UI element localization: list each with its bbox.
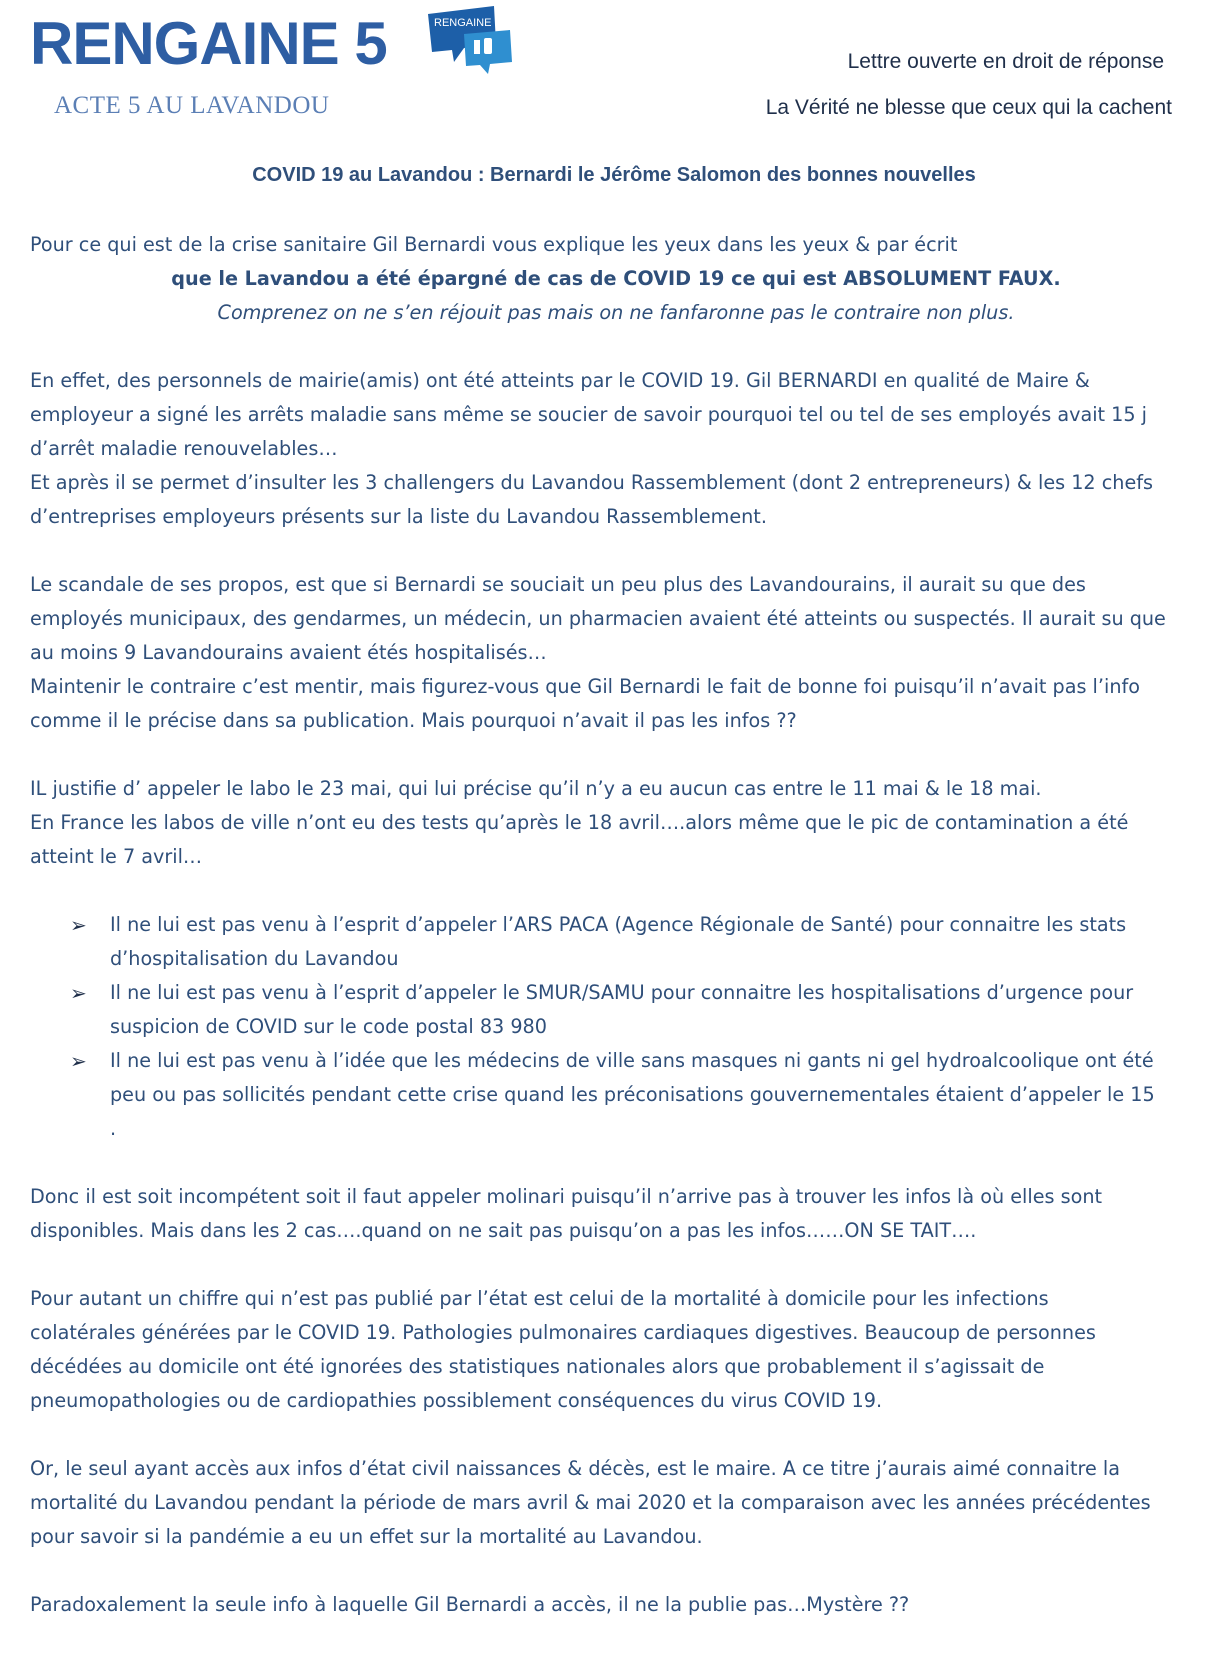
paragraph-line: décédées au domicile ont été ignorées des statistiques nationales alors que probablement il s’agissait de xyxy=(30,1355,1045,1378)
paragraph-line: Maintenir le contraire c’est mentir, mais figurez-vous que Gil Bernardi le fait de bonne foi puisqu’il n’avait pas l’info xyxy=(30,675,1140,698)
paragraph-line: d’arrêt maladie renouvelables… xyxy=(30,437,338,460)
bullet-list xyxy=(30,908,1202,1146)
paragraph-line: Et après il se permet d’insulter les 3 challengers du Lavandou Rassemblement (dont 2 entrepreneurs) & les 12 chefs xyxy=(30,471,1154,494)
document-body xyxy=(30,228,1202,1656)
bullet-item xyxy=(30,1044,1202,1146)
arrow-bullet-icon: ➢ xyxy=(70,981,87,1005)
paragraph-line: au moins 9 Lavandourains avaient étés hospitalisés… xyxy=(30,641,547,664)
paragraph xyxy=(30,1180,1202,1248)
paragraph-line: colatérales générées par le COVID 19. Pathologies pulmonaires cardiaques digestives. Beaucoup de personnes xyxy=(30,1321,1096,1344)
bullet-item xyxy=(30,976,1202,1044)
paragraph xyxy=(30,1452,1202,1554)
paragraph-line: pneumopathologies ou de cardiopathies possiblement conséquences du virus COVID 19. xyxy=(30,1389,883,1412)
paragraph-line: atteint le 7 avril… xyxy=(30,845,203,868)
arrow-bullet-icon: ➢ xyxy=(70,913,87,937)
paragraph xyxy=(30,568,1202,738)
paragraph-line: Donc il est soit incompétent soit il faut appeler molinari puisqu’il n’arrive pas à trouver les infos là où elles sont xyxy=(30,1185,1103,1208)
closing-paragraphs xyxy=(30,1180,1202,1622)
paragraph-line: pour savoir si la pandémie a eu un effet sur la mortalité au Lavandou. xyxy=(30,1525,703,1548)
bullet-line: . xyxy=(110,1117,117,1140)
paragraph-line: employeur a signé les arrêts maladie sans même se soucier de savoir pourquoi tel ou tel de ses employés avait 15 j xyxy=(30,403,1147,426)
paragraph-line: IL justifie d’ appeler le labo le 23 mai, qui lui précise qu’il n’y a eu aucun cas entre le 11 mai & le 18 mai. xyxy=(30,777,1042,800)
paragraph xyxy=(30,772,1202,874)
paragraph-line: Le scandale de ses propos, est que si Bernardi se souciait un peu plus des Lavandourains, il aurait su que des xyxy=(30,573,1086,596)
bullet-line: Il ne lui est pas venu à l’esprit d’appeler l’ARS PACA (Agence Régionale de Santé) pour connaitre les stats xyxy=(110,913,1127,936)
paragraph-line: Paradoxalement la seule info à laquelle Gil Bernardi a accès, il ne la publie pas…Mystère ?? xyxy=(30,1593,910,1616)
paragraph-line: employés municipaux, des gendarmes, un médecin, un pharmacien avaient été atteints ou suspectés. Il aurait su que xyxy=(30,607,1166,630)
brand-title: RENGAINE 5 xyxy=(30,10,387,77)
paragraph-line: Pour autant un chiffre qui n’est pas publié par l’état est celui de la mortalité à domicile pour les infections xyxy=(30,1287,1049,1310)
paragraph xyxy=(30,1588,1202,1622)
intro-paragraph xyxy=(30,228,1202,330)
bullet-line: d’hospitalisation du Lavandou xyxy=(110,947,399,970)
bullet-line: suspicion de COVID sur le code postal 83 980 xyxy=(110,1015,547,1038)
header-tagline: La Vérité ne blesse que ceux qui la cachent xyxy=(765,96,1172,119)
paragraph-line: mortalité du Lavandou pendant la période de mars avril & mai 2020 et la comparaison avec les années précédentes xyxy=(30,1491,1151,1514)
paragraph-line: comme il le précise dans sa publication. Mais pourquoi n’avait il pas les infos ?? xyxy=(30,709,797,732)
paragraph-line: d’entreprises employeurs présents sur la liste du Lavandou Rassemblement. xyxy=(30,505,767,528)
bullet-line: Il ne lui est pas venu à l’esprit d’appeler le SMUR/SAMU pour connaitre les hospitalisations d’urgence pour xyxy=(110,981,1134,1004)
logo-text: RENGAINE xyxy=(434,17,492,29)
intro-comment-line: Comprenez on ne s’en réjouit pas mais on ne fanfaronne pas le contraire non plus. xyxy=(217,301,1015,324)
bullet-line: Il ne lui est pas venu à l’idée que les médecins de ville sans masques ni gants ni gel hydroalcoolique ont été xyxy=(110,1049,1154,1072)
intro-line: Pour ce qui est de la crise sanitaire Gil Bernardi vous explique les yeux dans les yeux & par écrit xyxy=(30,233,958,256)
paragraph-line: disponibles. Mais dans les 2 cas….quand on ne sait pas puisqu’on a pas les infos……ON SE TAIT…. xyxy=(30,1219,977,1242)
bullet-item xyxy=(30,908,1202,976)
document-title: COVID 19 au Lavandou : Bernardi le Jérôme Salomon des bonnes nouvelles xyxy=(252,164,976,186)
header-letter-type: Lettre ouverte en droit de réponse xyxy=(847,50,1164,73)
paragraph-line: En effet, des personnels de mairie(amis) ont été atteints par le COVID 19. Gil BERNARDI en qualité de Maire & xyxy=(30,369,1090,392)
paragraph xyxy=(30,1282,1202,1418)
paragraph xyxy=(30,364,1202,534)
paragraph-line: En France les labos de ville n’ont eu des tests qu’après le 18 avril….alors même que le pic de contamination a été xyxy=(30,811,1129,834)
bullet-line: peu ou pas sollicités pendant cette crise quand les préconisations gouvernementales étaient d’appeler le 15 xyxy=(110,1083,1155,1106)
arrow-bullet-icon: ➢ xyxy=(70,1049,87,1073)
brand-subtitle: ACTE 5 AU LAVANDOU xyxy=(54,92,330,119)
rengaine-logo xyxy=(424,4,516,74)
intro-claim-line: que le Lavandou a été épargné de cas de COVID 19 ce qui est ABSOLUMENT FAUX. xyxy=(171,267,1061,290)
paragraph-line: Or, le seul ayant accès aux infos d’état civil naissances & décès, est le maire. A ce titre j’aurais aimé connaitre la xyxy=(30,1457,1120,1480)
body-paragraphs xyxy=(30,364,1202,874)
